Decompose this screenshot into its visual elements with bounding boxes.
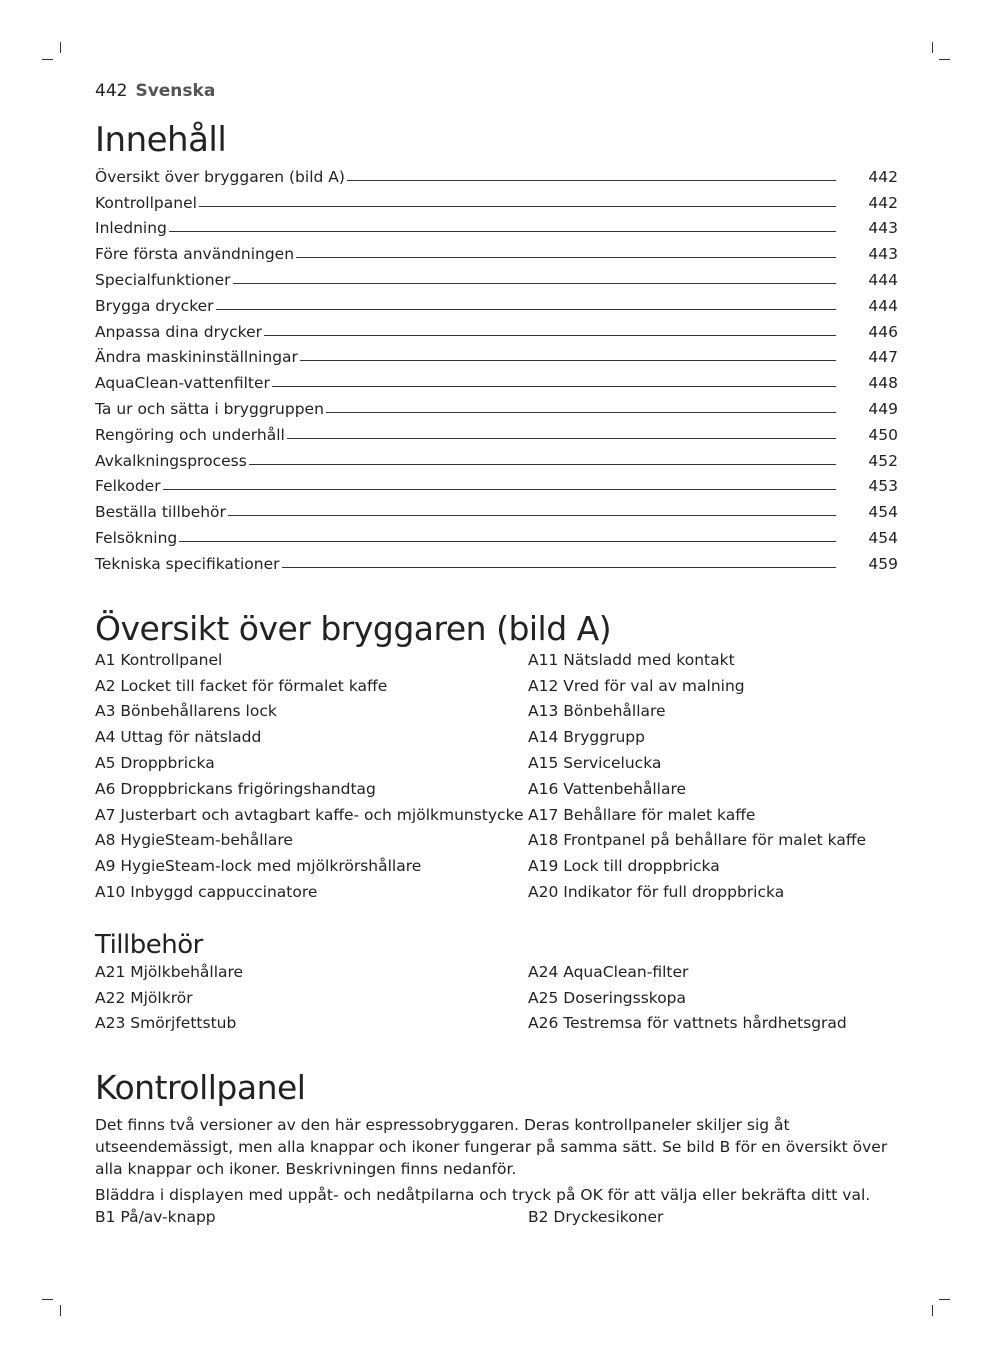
overview-list bbox=[95, 649, 898, 907]
toc-entry-title: Inledning bbox=[95, 219, 167, 238]
toc-entry-page: 446 bbox=[868, 322, 898, 341]
list-item: B1 På/av-knapp bbox=[95, 1208, 216, 1227]
toc-leader-line bbox=[282, 567, 836, 568]
toc-entry-page: 449 bbox=[868, 399, 898, 418]
overview-title: Översikt över bryggaren (bild A) bbox=[95, 608, 612, 648]
list-item: A26 Testremsa för vattnets hårdhetsgrad bbox=[528, 1014, 847, 1033]
list-item: A6 Droppbrickans frigöringshandtag bbox=[95, 779, 376, 798]
toc-entry-page: 442 bbox=[868, 193, 898, 212]
accessories-title: Tillbehör bbox=[95, 929, 203, 960]
list-item: A18 Frontpanel på behållare för malet kaffe bbox=[528, 831, 867, 850]
toc-entry-page: 448 bbox=[868, 374, 898, 393]
toc-entry-title: Avkalkningsprocess bbox=[95, 451, 247, 470]
toc-leader-line bbox=[179, 541, 836, 542]
toc-entry-title: Ändra maskininställningar bbox=[95, 348, 298, 367]
toc-entry-page: 442 bbox=[868, 167, 898, 186]
toc-entry[interactable] bbox=[95, 186, 898, 212]
toc-entry-page: 459 bbox=[868, 554, 898, 573]
toc-entry-title: Rengöring och underhåll bbox=[95, 425, 285, 444]
list-item: A7 Justerbart och avtagbart kaffe- och mjölkmunstycke bbox=[95, 805, 524, 824]
crop-mark bbox=[42, 1299, 53, 1300]
toc-entry[interactable] bbox=[95, 263, 898, 289]
list-item: A3 Bönbehållarens lock bbox=[95, 702, 277, 721]
list-item: A25 Doseringsskopa bbox=[528, 988, 687, 1007]
list-item: A9 HygieSteam-lock med mjölkrörshållare bbox=[95, 857, 422, 876]
toc-entry[interactable] bbox=[95, 418, 898, 444]
toc-entry-title: AquaClean-vattenfilter bbox=[95, 374, 270, 393]
crop-mark bbox=[939, 59, 950, 60]
page-number: 442 bbox=[95, 81, 128, 101]
toc-entry-page: 450 bbox=[868, 425, 898, 444]
toc-title: Innehåll bbox=[95, 120, 227, 160]
toc-entry-title: Felkoder bbox=[95, 477, 161, 496]
crop-mark bbox=[939, 1299, 950, 1300]
toc-leader-line bbox=[347, 180, 836, 181]
accessories-list bbox=[95, 961, 898, 1038]
toc-leader-line bbox=[300, 360, 836, 361]
crop-mark bbox=[932, 42, 933, 53]
toc-entry[interactable] bbox=[95, 289, 898, 315]
list-item: B2 Dryckesikoner bbox=[528, 1208, 664, 1227]
list-item: A24 AquaClean-filter bbox=[528, 962, 689, 981]
toc-entry-page: 454 bbox=[868, 503, 898, 522]
toc-entry[interactable] bbox=[95, 495, 898, 521]
toc-entry[interactable] bbox=[95, 444, 898, 470]
toc-leader-line bbox=[326, 412, 836, 413]
toc-entry[interactable] bbox=[95, 212, 898, 238]
toc-entry-page: 444 bbox=[868, 270, 898, 289]
table-of-contents bbox=[95, 160, 898, 573]
list-item: A11 Nätsladd med kontakt bbox=[528, 650, 735, 669]
language-label: Svenska bbox=[135, 81, 216, 101]
toc-entry[interactable] bbox=[95, 315, 898, 341]
crop-mark bbox=[42, 59, 53, 60]
toc-entry-title: Ta ur och sätta i bryggruppen bbox=[95, 399, 324, 418]
list-item: A1 Kontrollpanel bbox=[95, 650, 223, 669]
toc-entry[interactable] bbox=[95, 366, 898, 392]
toc-entry[interactable] bbox=[95, 237, 898, 263]
toc-leader-line bbox=[228, 515, 836, 516]
toc-entry[interactable] bbox=[95, 470, 898, 496]
toc-entry-title: Felsökning bbox=[95, 528, 178, 547]
toc-leader-line bbox=[233, 283, 836, 284]
toc-leader-line bbox=[264, 335, 836, 336]
toc-entry-page: 453 bbox=[868, 477, 898, 496]
toc-entry-title: Före första användningen bbox=[95, 245, 295, 264]
page-header bbox=[95, 78, 898, 104]
toc-entry-page: 454 bbox=[868, 528, 898, 547]
toc-leader-line bbox=[272, 386, 836, 387]
list-item: A15 Servicelucka bbox=[528, 753, 662, 772]
list-item: A8 HygieSteam-behållare bbox=[95, 831, 293, 850]
control-panel-title: Kontrollpanel bbox=[95, 1068, 306, 1108]
toc-leader-line bbox=[199, 206, 836, 207]
toc-entry-page: 443 bbox=[868, 219, 898, 238]
overview-right-column bbox=[528, 649, 898, 907]
toc-entry-title: Beställa tillbehör bbox=[95, 503, 226, 522]
toc-entry-page: 447 bbox=[868, 348, 898, 367]
list-item: A4 Uttag för nätsladd bbox=[95, 728, 262, 747]
control-panel-list bbox=[95, 1206, 898, 1232]
toc-leader-line bbox=[287, 438, 836, 439]
control-panel-right-column bbox=[528, 1206, 898, 1232]
list-item: A19 Lock till droppbricka bbox=[528, 857, 720, 876]
list-item: A2 Locket till facket för förmalet kaffe bbox=[95, 676, 388, 695]
control-panel-left-column bbox=[95, 1206, 528, 1232]
toc-leader-line bbox=[249, 464, 836, 465]
toc-entry[interactable] bbox=[95, 521, 898, 547]
crop-mark bbox=[60, 1305, 61, 1316]
toc-entry-page: 443 bbox=[868, 245, 898, 264]
list-item: A16 Vattenbehållare bbox=[528, 779, 687, 798]
toc-entry-page: 452 bbox=[868, 451, 898, 470]
toc-entry[interactable] bbox=[95, 341, 898, 367]
toc-leader-line bbox=[216, 309, 836, 310]
list-item: A21 Mjölkbehållare bbox=[95, 962, 244, 981]
toc-leader-line bbox=[296, 257, 836, 258]
list-item: A23 Smörjfettstub bbox=[95, 1014, 237, 1033]
list-item: A5 Droppbricka bbox=[95, 753, 215, 772]
list-item: A13 Bönbehållare bbox=[528, 702, 666, 721]
toc-entry-title: Kontrollpanel bbox=[95, 193, 197, 212]
crop-mark bbox=[60, 42, 61, 53]
toc-entry-title: Brygga drycker bbox=[95, 296, 214, 315]
list-item: A17 Behållare för malet kaffe bbox=[528, 805, 756, 824]
page-content bbox=[95, 78, 898, 1232]
toc-leader-line bbox=[163, 489, 836, 490]
crop-mark bbox=[932, 1305, 933, 1316]
toc-entry-title: Översikt över bryggaren (bild A) bbox=[95, 167, 345, 186]
control-panel-paragraph: Bläddra i displayen med uppåt- och nedåtpilarna och tryck på OK för att välja eller bekräfta ditt val. bbox=[95, 1186, 871, 1205]
toc-entry-title: Tekniska specifikationer bbox=[95, 554, 280, 573]
toc-entry-title: Anpassa dina drycker bbox=[95, 322, 262, 341]
overview-left-column bbox=[95, 649, 528, 907]
toc-entry[interactable] bbox=[95, 160, 898, 186]
list-item: A22 Mjölkrör bbox=[95, 988, 193, 1007]
accessories-right-column bbox=[528, 961, 898, 1038]
toc-entry-title: Specialfunktioner bbox=[95, 270, 231, 289]
toc-entry[interactable] bbox=[95, 547, 898, 573]
toc-leader-line bbox=[169, 231, 836, 232]
toc-entry[interactable] bbox=[95, 392, 898, 418]
control-panel-paragraph: Det finns två versioner av den här espressobryggaren. Deras kontrollpaneler skiljer sig åt utseendemässigt, men alla knappar och ikoner fungerar på samma sätt. Se bild B för en översikt över alla knappar och ikoner. Beskrivningen finns nedanför. bbox=[95, 1116, 888, 1179]
list-item: A20 Indikator för full droppbricka bbox=[528, 882, 785, 901]
list-item: A14 Bryggrupp bbox=[528, 728, 645, 747]
accessories-left-column bbox=[95, 961, 528, 1038]
toc-entry-page: 444 bbox=[868, 296, 898, 315]
list-item: A12 Vred för val av malning bbox=[528, 676, 745, 695]
list-item: A10 Inbyggd cappuccinatore bbox=[95, 882, 318, 901]
